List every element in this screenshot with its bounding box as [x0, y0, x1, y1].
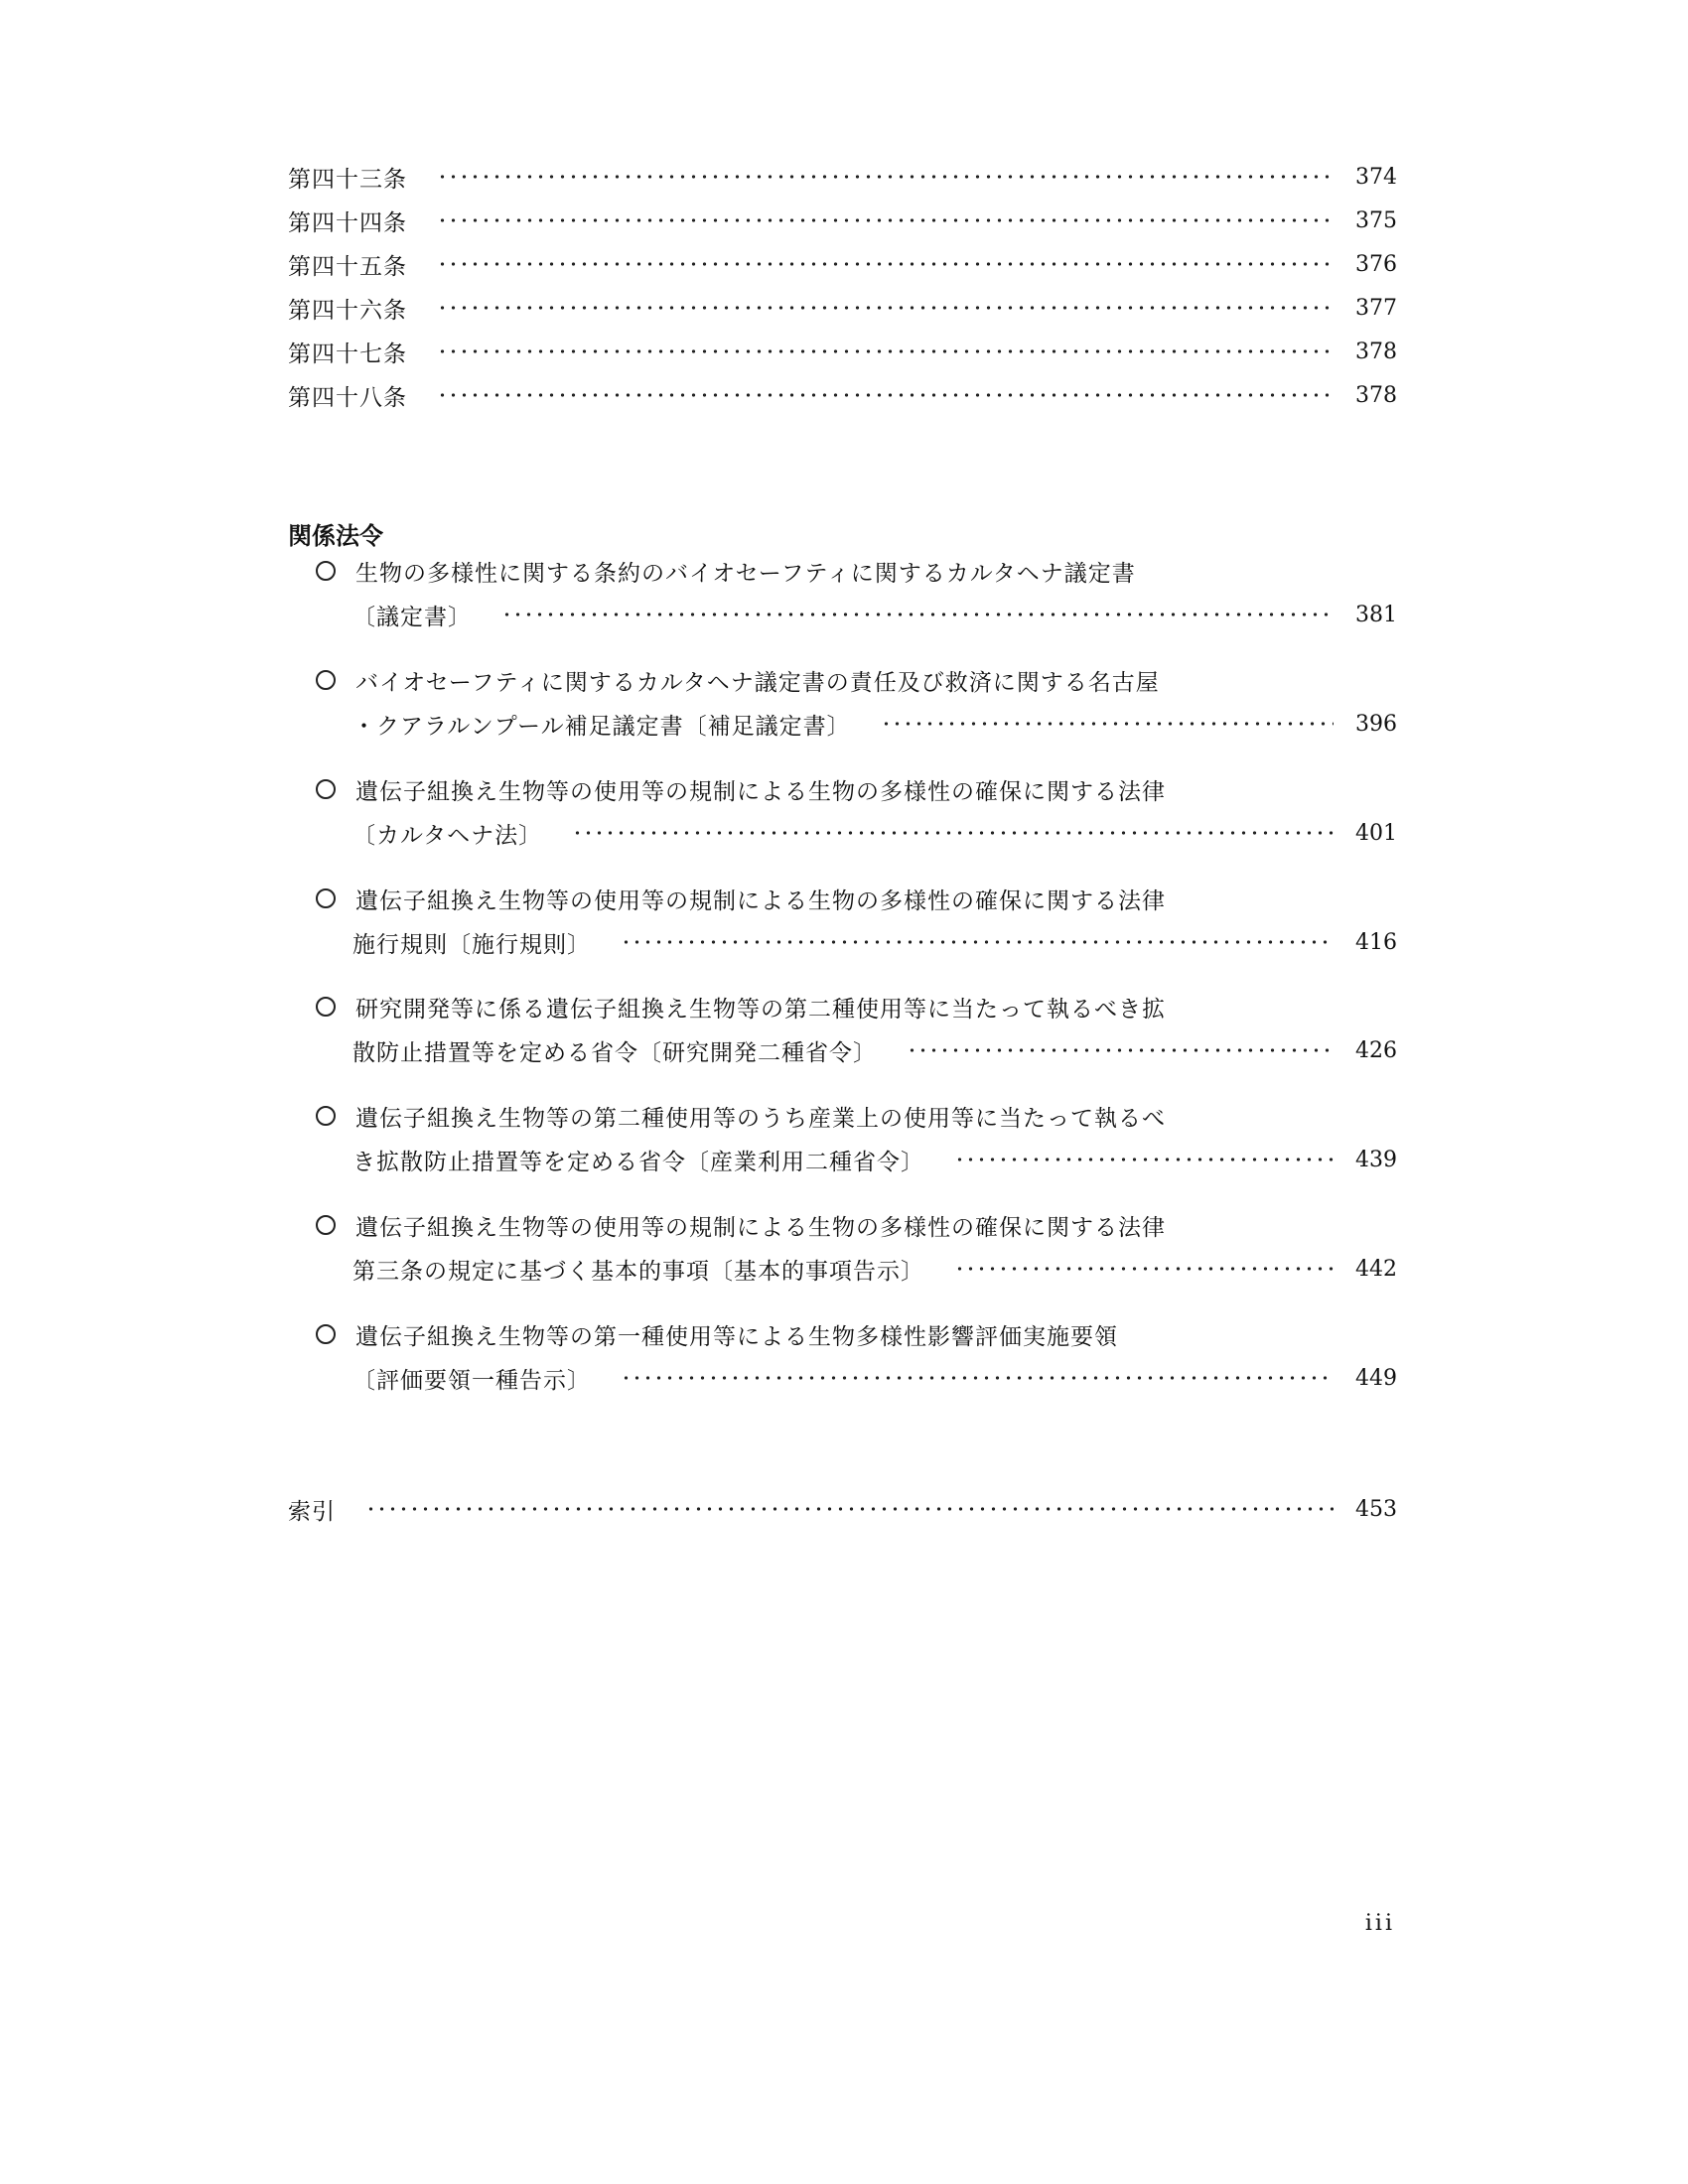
dot-leader [907, 1048, 1334, 1052]
law-entry-title [316, 987, 1166, 1026]
law-entry-line1: 遺伝子組換え生物等の第二種使用等のうち産業上の使用等に当たって執るべ [355, 1105, 1166, 1132]
dot-leader [501, 613, 1334, 616]
law-entry-title [316, 769, 1166, 809]
dot-leader [437, 349, 1334, 353]
page-number: iii [1364, 1911, 1395, 1936]
circle-bullet-icon [316, 1324, 336, 1344]
toc-page-number: 378 [1355, 382, 1397, 408]
toc-page-number: 426 [1355, 1037, 1397, 1063]
law-entry-title [316, 1314, 1118, 1354]
law-entry-row [352, 595, 1395, 634]
law-entry-line2: 〔議定書〕 [352, 604, 472, 630]
law-entry-row [352, 813, 1395, 853]
law-entry-title [316, 551, 1136, 591]
dot-leader [621, 1376, 1334, 1380]
circle-bullet-icon [316, 779, 336, 799]
law-entry-line2: き拡散防止措置等を定める省令〔産業利用二種省令〕 [352, 1149, 924, 1175]
dot-leader [365, 1507, 1334, 1511]
toc-page-number: 376 [1355, 251, 1397, 277]
section-title: 関係法令 [288, 522, 383, 550]
dot-leader [572, 831, 1334, 835]
law-entry-title [316, 660, 1160, 700]
dot-leader [437, 175, 1334, 179]
toc-article-label: 第四十四条 [288, 209, 407, 236]
toc-page-number: 396 [1355, 711, 1397, 737]
toc-article-row [288, 375, 1395, 415]
circle-bullet-icon [316, 670, 336, 690]
toc-article-label: 第四十六条 [288, 297, 407, 324]
toc-page-number: 449 [1355, 1365, 1397, 1391]
dot-leader [437, 393, 1334, 397]
circle-bullet-icon [316, 888, 336, 908]
toc-page-number: 374 [1355, 164, 1397, 190]
dot-leader [437, 306, 1334, 310]
law-entry-title [316, 879, 1166, 918]
toc-page-number: 381 [1355, 602, 1397, 627]
law-entry-title [316, 1096, 1166, 1136]
toc-page-number: 453 [1355, 1496, 1397, 1522]
toc-page-number: 416 [1355, 929, 1397, 955]
law-entry-row [352, 704, 1395, 744]
dot-leader [437, 262, 1334, 266]
law-entry-title [316, 1205, 1166, 1245]
law-entry-line2: 〔評価要領一種告示〕 [352, 1367, 591, 1394]
law-entry-line2: 散防止措置等を定める省令〔研究開発二種省令〕 [352, 1039, 877, 1066]
law-entry-row [352, 1140, 1395, 1179]
toc-article-row [288, 288, 1395, 328]
toc-article-label: 第四十八条 [288, 384, 407, 411]
law-entry-line2: 〔カルタヘナ法〕 [352, 822, 543, 849]
toc-page-number: 375 [1355, 207, 1397, 233]
toc-article-row [288, 332, 1395, 371]
dot-leader [621, 940, 1334, 944]
law-entry-line2: ・クアラルンプール補足議定書〔補足議定書〕 [352, 713, 851, 740]
circle-bullet-icon [316, 997, 336, 1017]
law-entry-row [352, 922, 1395, 962]
dot-leader [954, 1267, 1334, 1271]
toc-article-row [288, 157, 1395, 197]
toc-article-label: 第四十五条 [288, 253, 407, 280]
toc-article-label: 第四十三条 [288, 166, 407, 193]
dot-leader [437, 218, 1334, 222]
dot-leader [954, 1158, 1334, 1161]
dot-leader [881, 722, 1334, 726]
law-entry-line1: 遺伝子組換え生物等の使用等の規制による生物の多様性の確保に関する法律 [355, 1214, 1166, 1241]
toc-article-row [288, 244, 1395, 284]
law-entry-line1: 遺伝子組換え生物等の使用等の規制による生物の多様性の確保に関する法律 [355, 887, 1166, 914]
law-entry-row [352, 1358, 1395, 1398]
toc-page-number: 377 [1355, 295, 1397, 321]
toc-article-label: 第四十七条 [288, 341, 407, 367]
circle-bullet-icon [316, 561, 336, 581]
toc-page-number: 378 [1355, 339, 1397, 364]
law-entry-line1: 生物の多様性に関する条約のバイオセーフティに関するカルタヘナ議定書 [355, 560, 1136, 587]
law-entry-row [352, 1030, 1395, 1070]
law-entry-line2: 第三条の規定に基づく基本的事項〔基本的事項告示〕 [352, 1258, 924, 1285]
toc-index-label: 索引 [288, 1498, 336, 1525]
law-entry-line1: 研究開発等に係る遺伝子組換え生物等の第二種使用等に当たって執るべき拡 [355, 996, 1166, 1023]
toc-index-row [288, 1489, 1395, 1529]
law-entry-row [352, 1249, 1395, 1289]
law-entry-line1: バイオセーフティに関するカルタヘナ議定書の責任及び救済に関する名古屋 [355, 669, 1160, 696]
toc-page-number: 439 [1355, 1147, 1397, 1172]
circle-bullet-icon [316, 1106, 336, 1126]
toc-page-number: 401 [1355, 820, 1397, 846]
circle-bullet-icon [316, 1215, 336, 1235]
law-entry-line2: 施行規則〔施行規則〕 [352, 931, 591, 958]
law-entry-line1: 遺伝子組換え生物等の使用等の規制による生物の多様性の確保に関する法律 [355, 778, 1166, 805]
toc-article-row [288, 201, 1395, 240]
law-entry-line1: 遺伝子組換え生物等の第一種使用等による生物多様性影響評価実施要領 [355, 1323, 1118, 1350]
toc-page-number: 442 [1355, 1256, 1397, 1282]
